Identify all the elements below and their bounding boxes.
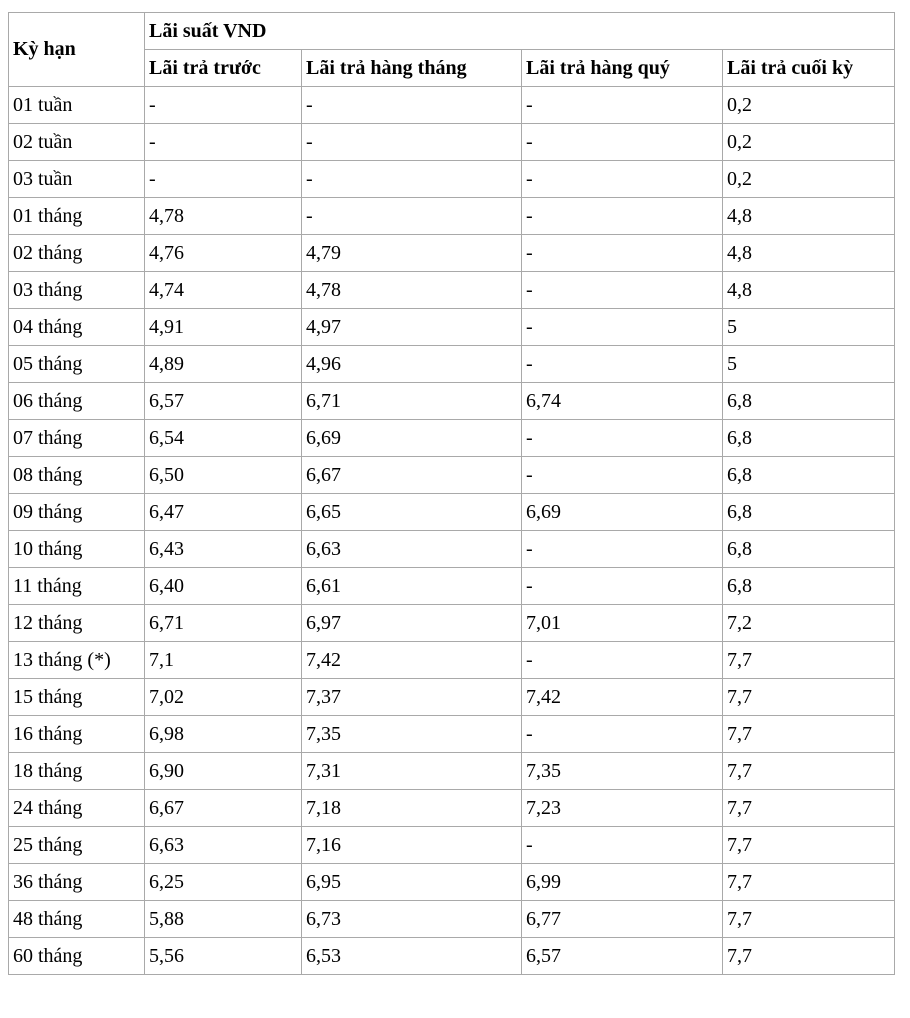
quarterly-cell: - bbox=[522, 309, 723, 346]
term-cell: 60 tháng bbox=[9, 938, 145, 975]
table-row bbox=[9, 272, 895, 309]
term-cell: 18 tháng bbox=[9, 753, 145, 790]
prepaid-cell: 6,98 bbox=[145, 716, 302, 753]
monthly-cell: 6,97 bbox=[302, 605, 522, 642]
term-cell: 07 tháng bbox=[9, 420, 145, 457]
table-row bbox=[9, 87, 895, 124]
end-of-term-cell: 7,7 bbox=[723, 716, 895, 753]
term-cell: 13 tháng (*) bbox=[9, 642, 145, 679]
monthly-cell: 7,31 bbox=[302, 753, 522, 790]
prepaid-cell: 6,43 bbox=[145, 531, 302, 568]
monthly-cell: - bbox=[302, 198, 522, 235]
term-cell: 09 tháng bbox=[9, 494, 145, 531]
table-row bbox=[9, 494, 895, 531]
prepaid-cell: 7,1 bbox=[145, 642, 302, 679]
end-of-term-cell: 6,8 bbox=[723, 383, 895, 420]
end-of-term-cell: 6,8 bbox=[723, 494, 895, 531]
prepaid-cell: 4,91 bbox=[145, 309, 302, 346]
vnd-rate-group-header: Lãi suất VND bbox=[145, 13, 895, 50]
monthly-cell: 6,67 bbox=[302, 457, 522, 494]
prepaid-cell: 6,71 bbox=[145, 605, 302, 642]
monthly-cell: 6,53 bbox=[302, 938, 522, 975]
column-header-quarterly: Lãi trả hàng quý bbox=[522, 50, 723, 87]
quarterly-cell: - bbox=[522, 161, 723, 198]
prepaid-cell: 6,47 bbox=[145, 494, 302, 531]
end-of-term-cell: 7,2 bbox=[723, 605, 895, 642]
prepaid-cell: 6,90 bbox=[145, 753, 302, 790]
monthly-cell: 7,35 bbox=[302, 716, 522, 753]
end-of-term-cell: 4,8 bbox=[723, 235, 895, 272]
monthly-cell: 4,96 bbox=[302, 346, 522, 383]
quarterly-cell: - bbox=[522, 531, 723, 568]
term-cell: 05 tháng bbox=[9, 346, 145, 383]
prepaid-cell: 6,50 bbox=[145, 457, 302, 494]
end-of-term-cell: 4,8 bbox=[723, 198, 895, 235]
end-of-term-cell: 7,7 bbox=[723, 753, 895, 790]
term-cell: 06 tháng bbox=[9, 383, 145, 420]
end-of-term-cell: 5 bbox=[723, 309, 895, 346]
end-of-term-cell: 7,7 bbox=[723, 901, 895, 938]
end-of-term-cell: 7,7 bbox=[723, 790, 895, 827]
quarterly-cell: - bbox=[522, 198, 723, 235]
table-row bbox=[9, 568, 895, 605]
end-of-term-cell: 6,8 bbox=[723, 531, 895, 568]
term-cell: 48 tháng bbox=[9, 901, 145, 938]
table-row bbox=[9, 531, 895, 568]
column-header-end-of-term: Lãi trả cuối kỳ bbox=[723, 50, 895, 87]
end-of-term-cell: 7,7 bbox=[723, 642, 895, 679]
end-of-term-cell: 6,8 bbox=[723, 457, 895, 494]
table-row bbox=[9, 309, 895, 346]
table-row bbox=[9, 198, 895, 235]
end-of-term-cell: 0,2 bbox=[723, 161, 895, 198]
table-row bbox=[9, 457, 895, 494]
interest-rate-table bbox=[8, 12, 895, 975]
end-of-term-cell: 6,8 bbox=[723, 568, 895, 605]
end-of-term-cell: 7,7 bbox=[723, 827, 895, 864]
monthly-cell: 4,97 bbox=[302, 309, 522, 346]
table-row bbox=[9, 716, 895, 753]
term-cell: 12 tháng bbox=[9, 605, 145, 642]
monthly-cell: 6,69 bbox=[302, 420, 522, 457]
term-cell: 03 tuần bbox=[9, 161, 145, 198]
quarterly-cell: - bbox=[522, 457, 723, 494]
quarterly-cell: 6,99 bbox=[522, 864, 723, 901]
prepaid-cell: 5,56 bbox=[145, 938, 302, 975]
end-of-term-cell: 4,8 bbox=[723, 272, 895, 309]
prepaid-cell: 4,89 bbox=[145, 346, 302, 383]
monthly-cell: 6,95 bbox=[302, 864, 522, 901]
prepaid-cell: 4,76 bbox=[145, 235, 302, 272]
end-of-term-cell: 7,7 bbox=[723, 864, 895, 901]
prepaid-cell: - bbox=[145, 161, 302, 198]
table-row bbox=[9, 124, 895, 161]
prepaid-cell: 4,78 bbox=[145, 198, 302, 235]
table-row bbox=[9, 938, 895, 975]
quarterly-cell: - bbox=[522, 272, 723, 309]
monthly-cell: 7,16 bbox=[302, 827, 522, 864]
quarterly-cell: - bbox=[522, 87, 723, 124]
column-header-prepaid: Lãi trả trước bbox=[145, 50, 302, 87]
term-cell: 01 tháng bbox=[9, 198, 145, 235]
monthly-cell: 6,65 bbox=[302, 494, 522, 531]
quarterly-cell: - bbox=[522, 346, 723, 383]
monthly-cell: 6,61 bbox=[302, 568, 522, 605]
table-row bbox=[9, 827, 895, 864]
monthly-cell: 6,71 bbox=[302, 383, 522, 420]
table-row bbox=[9, 605, 895, 642]
prepaid-cell: 6,25 bbox=[145, 864, 302, 901]
term-cell: 08 tháng bbox=[9, 457, 145, 494]
prepaid-cell: - bbox=[145, 87, 302, 124]
column-header-monthly: Lãi trả hàng tháng bbox=[302, 50, 522, 87]
prepaid-cell: 6,57 bbox=[145, 383, 302, 420]
table-row bbox=[9, 753, 895, 790]
monthly-cell: 7,18 bbox=[302, 790, 522, 827]
end-of-term-cell: 0,2 bbox=[723, 124, 895, 161]
prepaid-cell: 6,40 bbox=[145, 568, 302, 605]
table-row bbox=[9, 161, 895, 198]
monthly-cell: 7,42 bbox=[302, 642, 522, 679]
quarterly-cell: - bbox=[522, 827, 723, 864]
table-row bbox=[9, 420, 895, 457]
term-cell: 02 tháng bbox=[9, 235, 145, 272]
term-header: Kỳ hạn bbox=[9, 13, 145, 87]
prepaid-cell: 6,67 bbox=[145, 790, 302, 827]
monthly-cell: - bbox=[302, 124, 522, 161]
table-row bbox=[9, 235, 895, 272]
term-cell: 16 tháng bbox=[9, 716, 145, 753]
quarterly-cell: - bbox=[522, 124, 723, 161]
quarterly-cell: 6,57 bbox=[522, 938, 723, 975]
end-of-term-cell: 6,8 bbox=[723, 420, 895, 457]
term-cell: 11 tháng bbox=[9, 568, 145, 605]
prepaid-cell: 6,63 bbox=[145, 827, 302, 864]
quarterly-cell: 6,77 bbox=[522, 901, 723, 938]
quarterly-cell: 7,35 bbox=[522, 753, 723, 790]
prepaid-cell: 4,74 bbox=[145, 272, 302, 309]
end-of-term-cell: 0,2 bbox=[723, 87, 895, 124]
term-cell: 02 tuần bbox=[9, 124, 145, 161]
quarterly-cell: - bbox=[522, 420, 723, 457]
monthly-cell: - bbox=[302, 161, 522, 198]
monthly-cell: 7,37 bbox=[302, 679, 522, 716]
monthly-cell: - bbox=[302, 87, 522, 124]
prepaid-cell: - bbox=[145, 124, 302, 161]
table-row bbox=[9, 679, 895, 716]
quarterly-cell: 7,42 bbox=[522, 679, 723, 716]
monthly-cell: 6,73 bbox=[302, 901, 522, 938]
table-row bbox=[9, 383, 895, 420]
quarterly-cell: - bbox=[522, 716, 723, 753]
term-cell: 03 tháng bbox=[9, 272, 145, 309]
monthly-cell: 6,63 bbox=[302, 531, 522, 568]
prepaid-cell: 5,88 bbox=[145, 901, 302, 938]
quarterly-cell: 6,69 bbox=[522, 494, 723, 531]
term-cell: 25 tháng bbox=[9, 827, 145, 864]
monthly-cell: 4,79 bbox=[302, 235, 522, 272]
table-body bbox=[9, 87, 895, 975]
quarterly-cell: - bbox=[522, 642, 723, 679]
monthly-cell: 4,78 bbox=[302, 272, 522, 309]
term-cell: 10 tháng bbox=[9, 531, 145, 568]
term-cell: 04 tháng bbox=[9, 309, 145, 346]
term-cell: 36 tháng bbox=[9, 864, 145, 901]
quarterly-cell: 7,01 bbox=[522, 605, 723, 642]
rate-table-container bbox=[8, 12, 895, 975]
table-row bbox=[9, 346, 895, 383]
quarterly-cell: - bbox=[522, 568, 723, 605]
prepaid-cell: 7,02 bbox=[145, 679, 302, 716]
end-of-term-cell: 7,7 bbox=[723, 938, 895, 975]
term-cell: 15 tháng bbox=[9, 679, 145, 716]
end-of-term-cell: 5 bbox=[723, 346, 895, 383]
quarterly-cell: 6,74 bbox=[522, 383, 723, 420]
end-of-term-cell: 7,7 bbox=[723, 679, 895, 716]
quarterly-cell: 7,23 bbox=[522, 790, 723, 827]
table-row bbox=[9, 642, 895, 679]
term-cell: 01 tuần bbox=[9, 87, 145, 124]
prepaid-cell: 6,54 bbox=[145, 420, 302, 457]
term-cell: 24 tháng bbox=[9, 790, 145, 827]
table-row bbox=[9, 790, 895, 827]
table-row bbox=[9, 864, 895, 901]
table-row bbox=[9, 901, 895, 938]
quarterly-cell: - bbox=[522, 235, 723, 272]
